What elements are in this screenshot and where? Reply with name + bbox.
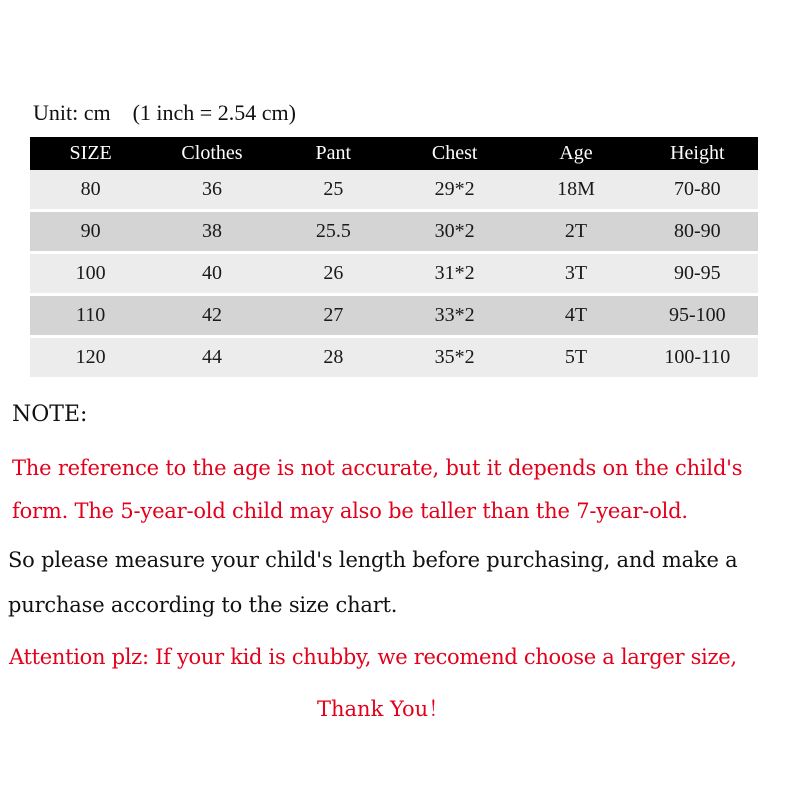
unit-conversion-label: Unit: cm (1 inch = 2.54 cm) bbox=[33, 100, 296, 125]
cell-height: 80-90 bbox=[637, 212, 758, 251]
cell-chest: 31*2 bbox=[394, 254, 515, 293]
cell-height: 90-95 bbox=[637, 254, 758, 293]
cell-chest: 29*2 bbox=[394, 170, 515, 209]
header-pant: Pant bbox=[273, 137, 394, 170]
cell-age: 5T bbox=[515, 338, 636, 377]
cell-size: 90 bbox=[30, 212, 151, 251]
cell-pant: 27 bbox=[273, 296, 394, 335]
table-row bbox=[30, 254, 758, 293]
cell-chest: 30*2 bbox=[394, 212, 515, 251]
cell-chest: 35*2 bbox=[394, 338, 515, 377]
thank-you-note: Thank You！ bbox=[317, 697, 450, 721]
cell-age: 18M bbox=[515, 170, 636, 209]
header-age: Age bbox=[515, 137, 636, 170]
header-clothes: Clothes bbox=[151, 137, 272, 170]
cell-size: 120 bbox=[30, 338, 151, 377]
cell-pant: 26 bbox=[273, 254, 394, 293]
header-height: Height bbox=[637, 137, 758, 170]
cell-height: 100-110 bbox=[637, 338, 758, 377]
size-chart-header-row bbox=[30, 137, 758, 170]
chubby-attention-note: Attention plz: If your kid is chubby, we recomend choose a larger size, bbox=[9, 645, 737, 669]
cell-pant: 28 bbox=[273, 338, 394, 377]
table-row bbox=[30, 170, 758, 209]
cell-age: 2T bbox=[515, 212, 636, 251]
size-chart-table bbox=[30, 137, 758, 377]
age-accuracy-warning: The reference to the age is not accurate, but it depends on the child's form. The 5-year-old child may also be taller than the 7-year-old. bbox=[12, 456, 743, 523]
cell-age: 4T bbox=[515, 296, 636, 335]
cell-age: 3T bbox=[515, 254, 636, 293]
cell-height: 70-80 bbox=[637, 170, 758, 209]
note-heading: NOTE: bbox=[12, 402, 88, 427]
cell-pant: 25.5 bbox=[273, 212, 394, 251]
cell-clothes: 36 bbox=[151, 170, 272, 209]
cell-clothes: 38 bbox=[151, 212, 272, 251]
header-chest: Chest bbox=[394, 137, 515, 170]
cell-size: 100 bbox=[30, 254, 151, 293]
measure-advice: So please measure your child's length before purchasing, and make a purchase according to the size chart. bbox=[8, 548, 738, 617]
cell-chest: 33*2 bbox=[394, 296, 515, 335]
cell-pant: 25 bbox=[273, 170, 394, 209]
cell-size: 110 bbox=[30, 296, 151, 335]
cell-clothes: 42 bbox=[151, 296, 272, 335]
header-size: SIZE bbox=[30, 137, 151, 170]
cell-size: 80 bbox=[30, 170, 151, 209]
cell-clothes: 40 bbox=[151, 254, 272, 293]
cell-height: 95-100 bbox=[637, 296, 758, 335]
table-row bbox=[30, 212, 758, 251]
table-row bbox=[30, 296, 758, 335]
table-row bbox=[30, 338, 758, 377]
cell-clothes: 44 bbox=[151, 338, 272, 377]
